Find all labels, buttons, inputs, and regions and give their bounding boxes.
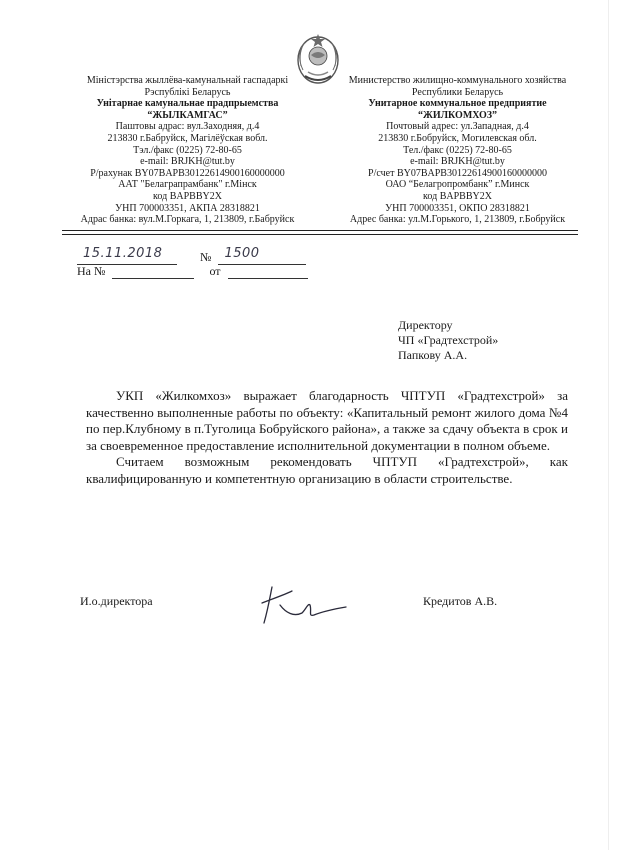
email: e-mail: BRJKH@tut.by	[410, 156, 505, 168]
postal-address: Почтовый адрес: ул.Западная, д.4	[386, 121, 529, 133]
handwritten-date: 15.11.2018	[83, 246, 163, 261]
header-divider	[62, 230, 578, 231]
phone: Тел./факс (0225) 72-80-65	[403, 144, 512, 156]
bank-account: Р/рахунак BY07BAPB30122614900160000000	[90, 167, 285, 179]
reply-label: На №	[77, 264, 106, 278]
signatory-name: Кредитов А.В.	[423, 594, 498, 608]
letter-body	[86, 388, 568, 488]
number-label: №	[200, 250, 212, 264]
addressee-block	[398, 318, 498, 363]
city: 213830 г.Бабруйск, Магілёўская вобл.	[107, 132, 268, 144]
from-label: от	[209, 264, 221, 278]
city: 213830 г.Бобруйск, Могилевская обл.	[378, 132, 537, 144]
body-paragraph: УКП «Жилкомхоз» выражает благодарность ЧПТУП «Градтехстрой» за качественно выполненные работы по объекту: «Капитальный ремонт жилого дома №4 по пер.Клубному в п.Туголица Бобруйского района», а также за сдачу объекта в срок и за своевременное предоставление исполнительной документации в полном объеме.	[86, 388, 568, 453]
bank-name: ОАО “Белагропромбанк” г.Минск	[385, 179, 530, 191]
bank-address: Адрас банка: вул.М.Горкага, 1, 213809, г.Бабруйск	[80, 214, 295, 226]
company-ids: УНП 700003351, ОКПО 28318821	[385, 202, 530, 214]
ministry-name: Міністэрства жыллёва-камунальнай гаспадаркі	[86, 75, 289, 86]
bank-account: Р/счет BY07BAPB30122614900160000000	[368, 167, 547, 179]
bank-address: Адрес банка: ул.М.Горького, 1, 213809, г.Бобруйск	[349, 214, 566, 226]
body-paragraph: Считаем возможным рекомендовать ЧПТУП «Градтехстрой», как квалифицированную и компетентную организацию в области строительстве.	[86, 454, 568, 486]
handwritten-signature	[250, 583, 360, 629]
org-type: Унітарнае камунальнае прадпрыемства	[96, 98, 279, 110]
header-left	[60, 75, 315, 226]
bank-code: код BAPBBY2X	[153, 190, 222, 202]
ministry-country: Рэспублікі Беларусь	[144, 86, 231, 98]
addressee-name: Папкову А.А.	[398, 348, 468, 362]
ministry-name: Министерство жилищно-коммунального хозяйства	[348, 75, 567, 86]
reply-reference-line	[77, 264, 308, 279]
reply-number-field	[112, 266, 194, 279]
bank-name: ААТ "Белаграпрамбанк" г.Мінск	[118, 179, 257, 191]
header-right	[330, 75, 585, 226]
handwritten-number: 1500	[224, 246, 260, 261]
org-name: “ЖЫЛКАМГАС”	[147, 109, 228, 121]
header-divider-thin	[62, 234, 578, 235]
ministry-country: Республики Беларусь	[411, 86, 504, 98]
reply-date-field	[228, 266, 308, 279]
signatory-role: И.о.директора	[80, 594, 153, 608]
email: e-mail: BRJKH@tut.by	[140, 156, 235, 168]
postal-address: Паштовы адрас: вул.Заходняя, д.4	[115, 121, 260, 133]
phone: Тэл./факс (0225) 72-80-65	[133, 144, 242, 156]
addressee-title: Директору	[398, 318, 453, 332]
bank-code: код BAPBBY2X	[423, 190, 492, 202]
outgoing-reference-line	[77, 246, 306, 265]
company-ids: УНП 700003351, АКПА 28318821	[115, 202, 260, 214]
org-type: Унитарное коммунальное предприятие	[368, 98, 547, 110]
addressee-company: ЧП «Градтехстрой»	[398, 333, 499, 347]
page-edge	[608, 0, 609, 850]
org-name: “ЖИЛКОМХОЗ”	[417, 109, 498, 121]
